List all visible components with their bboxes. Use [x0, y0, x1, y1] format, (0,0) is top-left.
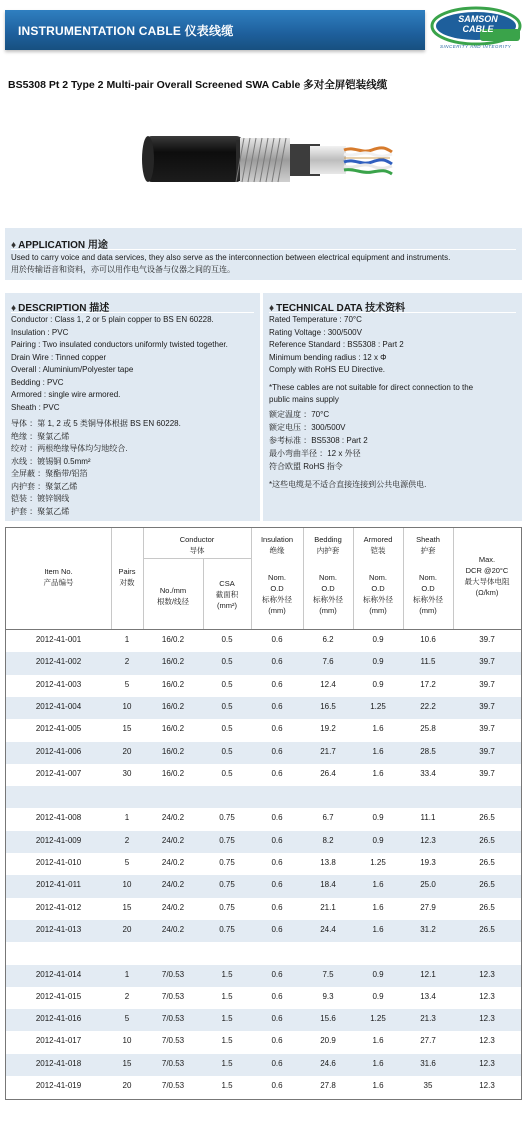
grid-line: [403, 528, 404, 630]
table-cell: 12.1: [420, 969, 436, 979]
description-line: Bedding : PVC: [11, 377, 64, 387]
table-cell: 2012-41-012: [35, 902, 82, 912]
header-armored-od: Nom. O.D 标称外径 (mm): [363, 573, 393, 615]
table-cell: 31.2: [420, 924, 436, 934]
technical-line: Rated Temperature : 70°C: [269, 315, 362, 324]
table-cell: 1.6: [372, 1058, 384, 1068]
table-cell: 0.6: [271, 902, 283, 912]
table-cell: 24/0.2: [161, 813, 185, 823]
table-cell: 1.25: [370, 1014, 386, 1024]
cable-illustration: [140, 118, 400, 208]
table-cell: 9.3: [322, 991, 334, 1001]
table-cell: 1.5: [221, 991, 233, 1001]
table-cell: 2012-41-010: [35, 858, 82, 867]
table-cell: 1.6: [372, 724, 384, 734]
table-cell: 0.6: [271, 880, 283, 890]
table-cell: 0.5: [221, 701, 233, 711]
header-insulation-od: Nom. O.D 标称外径 (mm): [262, 573, 292, 615]
table-cell: 39.7: [479, 768, 495, 778]
technical-line: Minimum bending radius : 12 x Φ: [269, 352, 387, 362]
logo-text: SAMSON CABLE: [458, 14, 498, 34]
table-cell: 1.6: [372, 768, 384, 778]
table-cell: 0.5: [221, 657, 233, 667]
table-cell: 1.6: [372, 880, 384, 890]
table-cell: 0.6: [271, 991, 283, 1001]
description-line: Overall : Aluminium/Polyester tape: [11, 365, 134, 374]
table-cell: 2012-41-013: [35, 924, 82, 934]
table-cell: 0.9: [372, 835, 384, 845]
table-cell: 24/0.2: [161, 880, 185, 890]
table-cell: 12.3: [420, 835, 436, 845]
section-divider: [269, 312, 516, 313]
description-line: Armored : single wire armored.: [11, 390, 121, 399]
table-cell: 1.5: [221, 1058, 233, 1068]
table-cell: 1.6: [372, 1081, 384, 1090]
table-cell: 21.7: [320, 746, 336, 756]
table-cell: 1.25: [370, 858, 386, 867]
table-cell: 26.5: [479, 924, 495, 934]
table-cell: 24/0.2: [161, 858, 185, 867]
table-cell: 0.9: [372, 635, 384, 644]
table-cell: 0.6: [271, 924, 283, 934]
technical-line: 参考标准 ：BS5308 : Part 2: [269, 436, 368, 445]
table-cell: 2012-41-009: [35, 835, 82, 845]
diamond-icon: ♦: [11, 240, 17, 251]
table-cell: 7/0.53: [161, 991, 185, 1001]
grid-line: [143, 528, 144, 630]
table-cell: 2012-41-011: [36, 880, 81, 890]
diamond-icon: ♦: [269, 303, 275, 314]
table-cell: 1.5: [221, 1036, 233, 1046]
table-cell: 0.6: [271, 835, 283, 845]
technical-line: *这些电缆是不适合直接连接到公共电源供电.: [269, 480, 427, 489]
table-cell: 33.4: [420, 768, 436, 778]
technical-line: *These cables are not suitable for direct connection to the: [269, 383, 474, 392]
table-cell: 26.5: [479, 835, 495, 845]
table-cell: 15: [122, 1058, 132, 1068]
table-cell: 26.5: [479, 858, 495, 867]
table-cell: 19.2: [320, 724, 336, 734]
table-row: [6, 652, 521, 674]
table-cell: 1.6: [372, 924, 384, 934]
table-cell: 16/0.2: [161, 701, 185, 711]
table-cell: 12.3: [479, 1014, 495, 1024]
table-cell: 15: [122, 902, 132, 912]
table-cell: 0.75: [219, 813, 235, 823]
table-cell: 26.4: [320, 768, 336, 778]
table-cell: 16/0.2: [161, 679, 185, 689]
table-cell: 12.4: [320, 679, 336, 689]
group-spacer-row: [6, 786, 521, 808]
table-cell: 0.6: [271, 1014, 283, 1024]
table-cell: 6.7: [322, 813, 334, 823]
header-csa: CSA 截面积 (mm²): [215, 579, 239, 610]
table-cell: 0.6: [271, 724, 283, 734]
table-cell: 21.1: [320, 902, 336, 912]
table-cell: 7.6: [322, 657, 334, 667]
table-row: [6, 1031, 521, 1053]
table-cell: 15: [122, 724, 132, 734]
table-cell: 11.5: [420, 657, 436, 667]
table-cell: 39.7: [479, 635, 495, 644]
table-row: [6, 965, 521, 987]
table-cell: 12.3: [479, 1036, 495, 1046]
table-cell: 1.5: [221, 969, 233, 979]
table-cell: 1: [124, 969, 130, 979]
description-line: 绝缘 ：聚氯乙烯: [11, 431, 70, 441]
table-cell: 0.9: [372, 679, 384, 689]
table-cell: 1: [124, 813, 130, 823]
table-cell: 16.5: [320, 701, 336, 711]
table-cell: 0.6: [271, 635, 283, 644]
table-cell: 2012-41-003: [35, 679, 82, 689]
table-cell: 13.8: [320, 858, 336, 867]
table-cell: 35: [423, 1081, 433, 1090]
table-cell: 13.4: [420, 991, 436, 1001]
table-cell: 2: [124, 835, 130, 845]
table-cell: 2012-41-002: [35, 657, 82, 667]
table-cell: 2012-41-018: [35, 1058, 82, 1068]
table-cell: 0.75: [219, 858, 235, 867]
table-cell: 1.25: [370, 701, 386, 711]
table-cell: 2012-41-006: [35, 746, 82, 756]
table-cell: 7/0.53: [161, 1058, 185, 1068]
header-sheath-od: Nom. O.D 标称外径 (mm): [413, 573, 443, 615]
table-cell: 2012-41-001: [35, 635, 82, 644]
header-pairs: Pairs 对数: [118, 567, 136, 587]
table-cell: 21.3: [420, 1014, 436, 1024]
table-cell: 7/0.53: [161, 1036, 185, 1046]
table-cell: 2012-41-019: [35, 1081, 82, 1090]
table-cell: 26.5: [479, 902, 495, 912]
table-row: [6, 853, 521, 875]
table-cell: 0.5: [221, 746, 233, 756]
description-line: Drain Wire : Tinned copper: [11, 352, 107, 362]
table-cell: 0.6: [271, 969, 283, 979]
table-cell: 0.6: [271, 657, 283, 667]
table-cell: 0.75: [219, 835, 235, 845]
description-line: Conductor : Class 1, 2 or 5 plain copper to BS EN 60228.: [11, 315, 214, 324]
table-cell: 1.5: [221, 1081, 233, 1090]
table-cell: 5: [124, 679, 130, 689]
table-row: [6, 742, 521, 764]
grid-line: [453, 528, 454, 630]
table-cell: 7/0.53: [161, 1014, 185, 1024]
table-cell: 2012-41-016: [35, 1014, 82, 1024]
table-cell: 2: [124, 991, 130, 1001]
table-row: [6, 898, 521, 920]
logo-tagline: SINCERITY AND INTEGRITY: [440, 44, 512, 49]
table-cell: 20: [122, 1081, 132, 1090]
table-cell: 16/0.2: [161, 635, 185, 644]
description-line: 导体 ：第 1, 2 或 5 类铜导体根据 BS EN 60228.: [11, 419, 181, 428]
header-no-mm: No./mm 根数/线径: [156, 586, 190, 606]
table-cell: 0.6: [271, 1036, 283, 1046]
table-cell: 6.2: [322, 635, 334, 644]
technical-data-section: [263, 293, 522, 521]
table-cell: 16/0.2: [161, 657, 185, 667]
page-header: [0, 0, 527, 60]
table-cell: 2012-41-007: [35, 768, 82, 778]
table-cell: 1.6: [372, 746, 384, 756]
technical-line: Reference Standard : BS5308 : Part 2: [269, 340, 404, 349]
table-cell: 24.4: [320, 924, 336, 934]
description-line: Pairing : Two insulated conductors uniformly twisted together.: [11, 340, 228, 349]
technical-line: 最小弯曲半径 ：12 x 外径: [269, 449, 361, 458]
table-cell: 19.3: [420, 858, 436, 867]
table-cell: 30: [122, 768, 132, 778]
technical-line: 额定电压 ：300/500V: [269, 423, 346, 432]
table-cell: 10: [122, 880, 132, 890]
description-heading: ♦ DESCRIPTION 描述: [11, 303, 110, 314]
table-cell: 0.5: [221, 724, 233, 734]
header-item-no: Item No. 产品编号: [43, 567, 74, 587]
diamond-icon: ♦: [11, 303, 17, 314]
table-cell: 17.2: [420, 679, 436, 689]
table-cell: 31.6: [420, 1058, 436, 1068]
table-row: [6, 630, 521, 652]
application-text: Used to carry voice and data services, they also serve as the interconnection between electrical equipment and instruments.: [11, 253, 451, 262]
technical-line: 额定温度 ：70°C: [269, 410, 330, 419]
technical-line: public mains supply: [269, 395, 339, 404]
product-title: BS5308 Pt 2 Type 2 Multi-pair Overall Screened SWA Cable 多对全屏铠装线缆: [8, 79, 388, 91]
table-cell: 15.6: [320, 1014, 336, 1024]
header-sheath: Sheath 护套: [416, 535, 440, 555]
table-cell: 7/0.53: [161, 1081, 185, 1090]
table-cell: 2: [124, 657, 130, 667]
table-cell: 25.8: [420, 724, 436, 734]
table-cell: 27.7: [420, 1036, 436, 1046]
table-cell: 7/0.53: [161, 969, 185, 979]
table-cell: 20.9: [320, 1036, 336, 1046]
grid-line: [143, 558, 251, 559]
table-row: [6, 675, 521, 697]
section-divider: [11, 312, 254, 313]
table-cell: 16/0.2: [161, 746, 185, 756]
table-cell: 0.9: [372, 657, 384, 667]
table-row: [6, 1076, 521, 1098]
table-cell: 11.1: [420, 813, 436, 823]
table-cell: 2012-41-008: [35, 813, 82, 823]
table-row: [6, 987, 521, 1009]
table-cell: 10.6: [420, 635, 436, 644]
table-cell: 8.2: [322, 835, 334, 845]
table-cell: 0.5: [221, 679, 233, 689]
table-cell: 0.75: [219, 902, 235, 912]
table-cell: 0.6: [271, 746, 283, 756]
table-cell: 1.6: [372, 902, 384, 912]
table-cell: 0.6: [271, 858, 283, 867]
table-cell: 10: [122, 701, 132, 711]
table-cell: 0.6: [271, 813, 283, 823]
table-cell: 25.0: [420, 880, 436, 890]
table-row: [6, 764, 521, 786]
grid-line: [353, 528, 354, 630]
grid-line: [303, 528, 304, 630]
table-cell: 39.7: [479, 746, 495, 756]
table-cell: 0.6: [271, 1081, 283, 1090]
table-cell: 12.3: [479, 969, 495, 979]
table-cell: 0.5: [221, 768, 233, 778]
header-dcr: Max. DCR @20°C 最大导体电阻 (Ω/km): [464, 555, 510, 597]
table-cell: 24/0.2: [161, 902, 185, 912]
table-cell: 0.5: [221, 635, 233, 644]
table-cell: 24/0.2: [161, 835, 185, 845]
table-row: [6, 875, 521, 897]
table-cell: 1.6: [372, 1036, 384, 1046]
table-cell: 0.6: [271, 1058, 283, 1068]
table-cell: 7.5: [322, 969, 334, 979]
application-heading: ♦ APPLICATION 用途: [11, 240, 108, 251]
group-spacer-row: [6, 942, 521, 964]
table-cell: 39.7: [479, 679, 495, 689]
technical-line: 符合欧盟 RoHS 指令: [269, 462, 343, 471]
table-cell: 12.3: [479, 991, 495, 1001]
table-cell: 22.2: [420, 701, 436, 711]
table-cell: 24/0.2: [161, 924, 185, 934]
table-cell: 39.7: [479, 657, 495, 667]
table-cell: 0.6: [271, 768, 283, 778]
table-cell: 24.6: [320, 1058, 336, 1068]
technical-heading: ♦ TECHNICAL DATA 技术资料: [269, 303, 406, 314]
table-row: [6, 719, 521, 741]
header-insulation: Insulation 绝缘: [260, 535, 294, 555]
table-cell: 2012-41-014: [35, 969, 82, 979]
section-divider: [11, 249, 516, 250]
table-cell: 10: [122, 1036, 132, 1046]
table-cell: 26.5: [479, 813, 495, 823]
table-cell: 1: [124, 635, 130, 644]
description-line: 全屏蔽 ：聚酯带/铝箔: [11, 469, 88, 478]
grid-line: [203, 558, 204, 630]
specification-table: [5, 527, 522, 1100]
grid-line: [111, 528, 112, 630]
table-cell: 12.3: [479, 1081, 495, 1090]
table-cell: 39.7: [479, 701, 495, 711]
table-cell: 18.4: [320, 880, 336, 890]
table-row: [6, 920, 521, 942]
header-armored: Armored 铠装: [363, 535, 393, 555]
table-cell: 1.5: [221, 1014, 233, 1024]
table-cell: 0.6: [271, 679, 283, 689]
table-cell: 2012-41-004: [35, 701, 82, 711]
table-cell: 0.9: [372, 969, 384, 979]
table-cell: 20: [122, 746, 132, 756]
table-row: [6, 1009, 521, 1031]
description-section: [5, 293, 260, 521]
table-cell: 16/0.2: [161, 768, 185, 778]
table-cell: 28.5: [420, 746, 436, 756]
table-cell: 0.6: [271, 701, 283, 711]
description-line: 铠装 ：镀锌钢线: [11, 494, 70, 503]
header-bedding: Bedding 内护套: [314, 535, 342, 555]
table-cell: 16/0.2: [161, 724, 185, 734]
technical-line: Rating Voltage : 300/500V: [269, 327, 362, 337]
table-cell: 5: [124, 1014, 130, 1024]
table-cell: 0.75: [219, 880, 235, 890]
description-line: 护套 ：聚氯乙烯: [11, 506, 70, 516]
page-title: INSTRUMENTATION CABLE 仪表线缆: [18, 24, 234, 38]
table-row: [6, 808, 521, 830]
table-row: [6, 697, 521, 719]
table-cell: 26.5: [479, 880, 495, 890]
description-line: 内护套 ：聚氯乙烯: [11, 481, 78, 491]
header-conductor: Conductor 导体: [179, 535, 215, 555]
table-cell: 2012-41-017: [35, 1036, 82, 1046]
table-row: [6, 831, 521, 853]
table-cell: 0.9: [372, 813, 384, 823]
table-row: [6, 1054, 521, 1076]
description-line: 水线 ：镀锡铜 0.5mm²: [11, 456, 91, 466]
application-section: [5, 228, 522, 280]
table-cell: 12.3: [479, 1058, 495, 1068]
header-bedding-od: Nom. O.D 标称外径 (mm): [313, 573, 343, 615]
table-cell: 0.75: [219, 924, 235, 934]
description-line: Sheath : PVC: [11, 402, 60, 412]
grid-line: [251, 528, 252, 630]
table-cell: 27.9: [420, 902, 436, 912]
technical-line: Comply with RoHS EU Directive.: [269, 365, 386, 374]
table-cell: 2012-41-005: [35, 724, 82, 734]
table-cell: 39.7: [479, 724, 495, 734]
description-line: Insulation : PVC: [11, 327, 69, 337]
application-text-cn: 用於传输语音和资料，亦可以用作电气设备与仪器之间的互连。: [11, 265, 235, 274]
table-cell: 5: [124, 858, 130, 867]
description-line: 绞对 ：两根绝缘导体均匀地绞合.: [11, 444, 128, 453]
table-cell: 0.9: [372, 991, 384, 1001]
table-cell: 2012-41-015: [35, 991, 82, 1001]
table-cell: 27.8: [320, 1081, 336, 1090]
table-cell: 20: [122, 924, 132, 934]
